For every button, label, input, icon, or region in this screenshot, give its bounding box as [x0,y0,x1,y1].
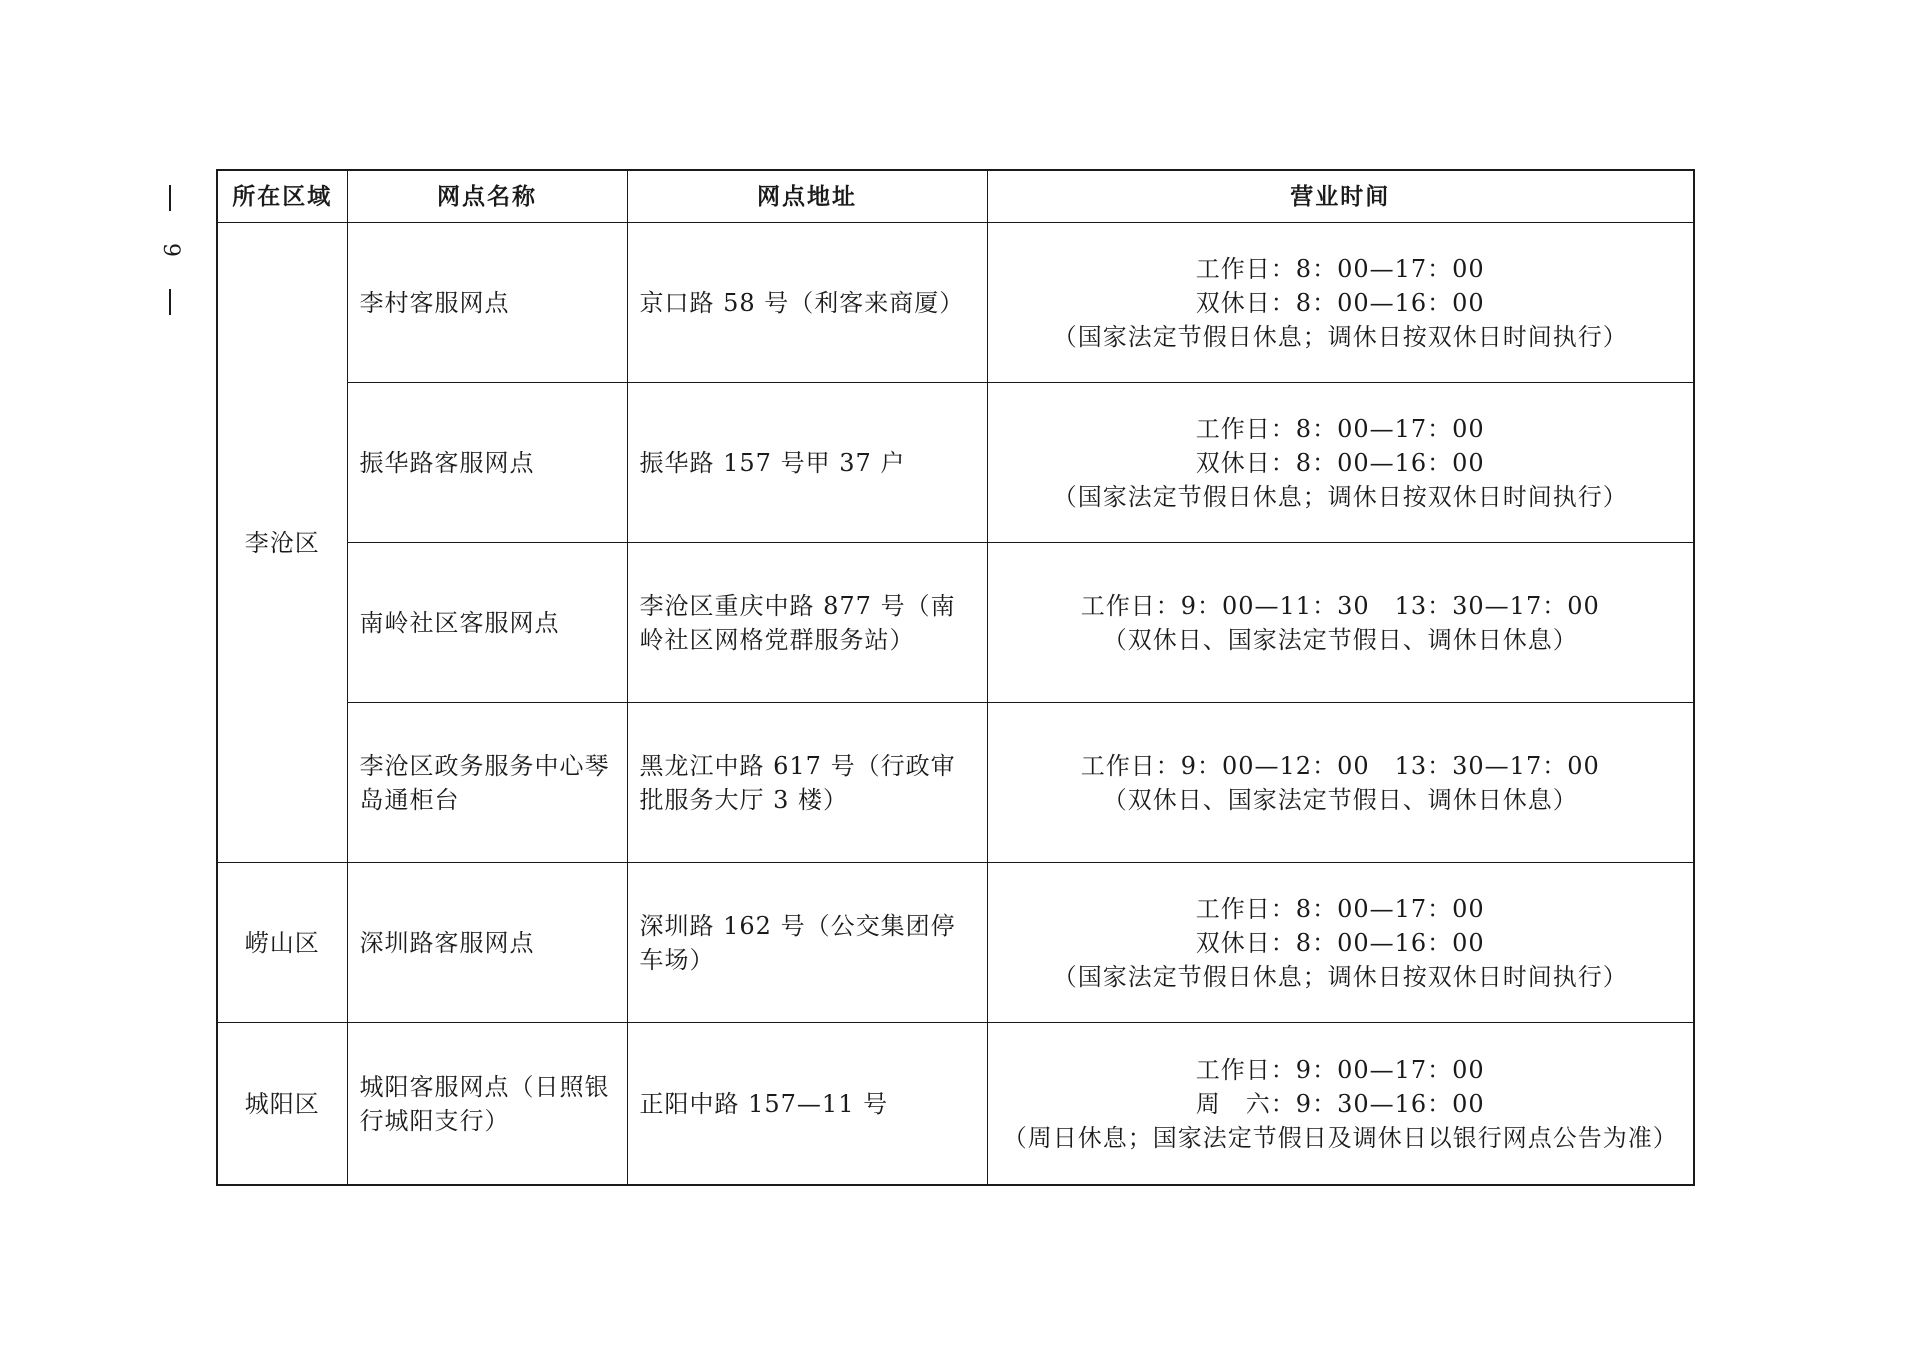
hours-line: 双休日：8：00—16：00 [1195,288,1485,317]
table-row [217,703,1694,863]
table-header-row [217,170,1694,223]
outlet-name-cell: 城阳客服网点（日照银行城阳支行） [347,1023,627,1186]
header-outlet-name: 网点名称 [347,170,627,223]
outlet-address-cell: 李沧区重庆中路 877 号（南岭社区网格党群服务站） [627,543,987,703]
district-cell: 城阳区 [217,1023,347,1186]
outlet-name-cell: 李村客服网点 [347,223,627,383]
hours-line: 工作日：9：00—11：30 13：30—17：00 [1080,591,1600,620]
outlet-name-cell: 南岭社区客服网点 [347,543,627,703]
district-cell: 李沧区 [217,223,347,863]
hours-line: 工作日：8：00—17：00 [1195,254,1485,283]
outlet-name-cell: 李沧区政务服务中心琴岛通柜台 [347,703,627,863]
table-row [217,543,1694,703]
outlet-name-cell: 深圳路客服网点 [347,863,627,1023]
page-number-dash-top [169,185,171,211]
page-number-dash-bottom [169,289,171,315]
business-hours-cell [987,703,1694,863]
header-business-hours: 营业时间 [987,170,1694,223]
header-district: 所在区域 [217,170,347,223]
outlet-address-cell: 京口路 58 号（利客来商厦） [627,223,987,383]
table-row [217,863,1694,1023]
header-outlet-address: 网点地址 [627,170,987,223]
page-number-value: 9 [158,243,183,257]
outlet-address-cell: 振华路 157 号甲 37 户 [627,383,987,543]
business-hours-cell [987,383,1694,543]
hours-note: （双休日、国家法定节假日、调休日休息） [1102,625,1578,654]
outlet-address-cell: 深圳路 162 号（公交集团停车场） [627,863,987,1023]
table-row [217,223,1694,383]
hours-line: 周 六：9：30—16：00 [1195,1089,1485,1118]
hours-note: （国家法定节假日休息；调休日按双休日时间执行） [1052,322,1628,351]
hours-line: 工作日：9：00—17：00 [1195,1055,1485,1084]
business-hours-cell [987,1023,1694,1186]
hours-line: 双休日：8：00—16：00 [1195,928,1485,957]
hours-line: 工作日：8：00—17：00 [1195,894,1485,923]
hours-note: （双休日、国家法定节假日、调休日休息） [1102,785,1578,814]
hours-note: （国家法定节假日休息；调休日按双休日时间执行） [1052,482,1628,511]
hours-note: （国家法定节假日休息；调休日按双休日时间执行） [1052,962,1628,991]
outlet-name-cell: 振华路客服网点 [347,383,627,543]
service-outlets-table [216,169,1695,1186]
page-number [155,185,185,315]
table-row [217,383,1694,543]
hours-line: 工作日：9：00—12：00 13：30—17：00 [1080,751,1600,780]
business-hours-cell [987,543,1694,703]
table-row [217,1023,1694,1186]
business-hours-cell [987,863,1694,1023]
outlet-address-cell: 正阳中路 157—11 号 [627,1023,987,1186]
hours-line: 双休日：8：00—16：00 [1195,448,1485,477]
district-cell: 崂山区 [217,863,347,1023]
business-hours-cell [987,223,1694,383]
outlet-address-cell: 黑龙江中路 617 号（行政审批服务大厅 3 楼） [627,703,987,863]
hours-line: 工作日：8：00—17：00 [1195,414,1485,443]
hours-note: （周日休息；国家法定节假日及调休日以银行网点公告为准） [1002,1123,1678,1152]
